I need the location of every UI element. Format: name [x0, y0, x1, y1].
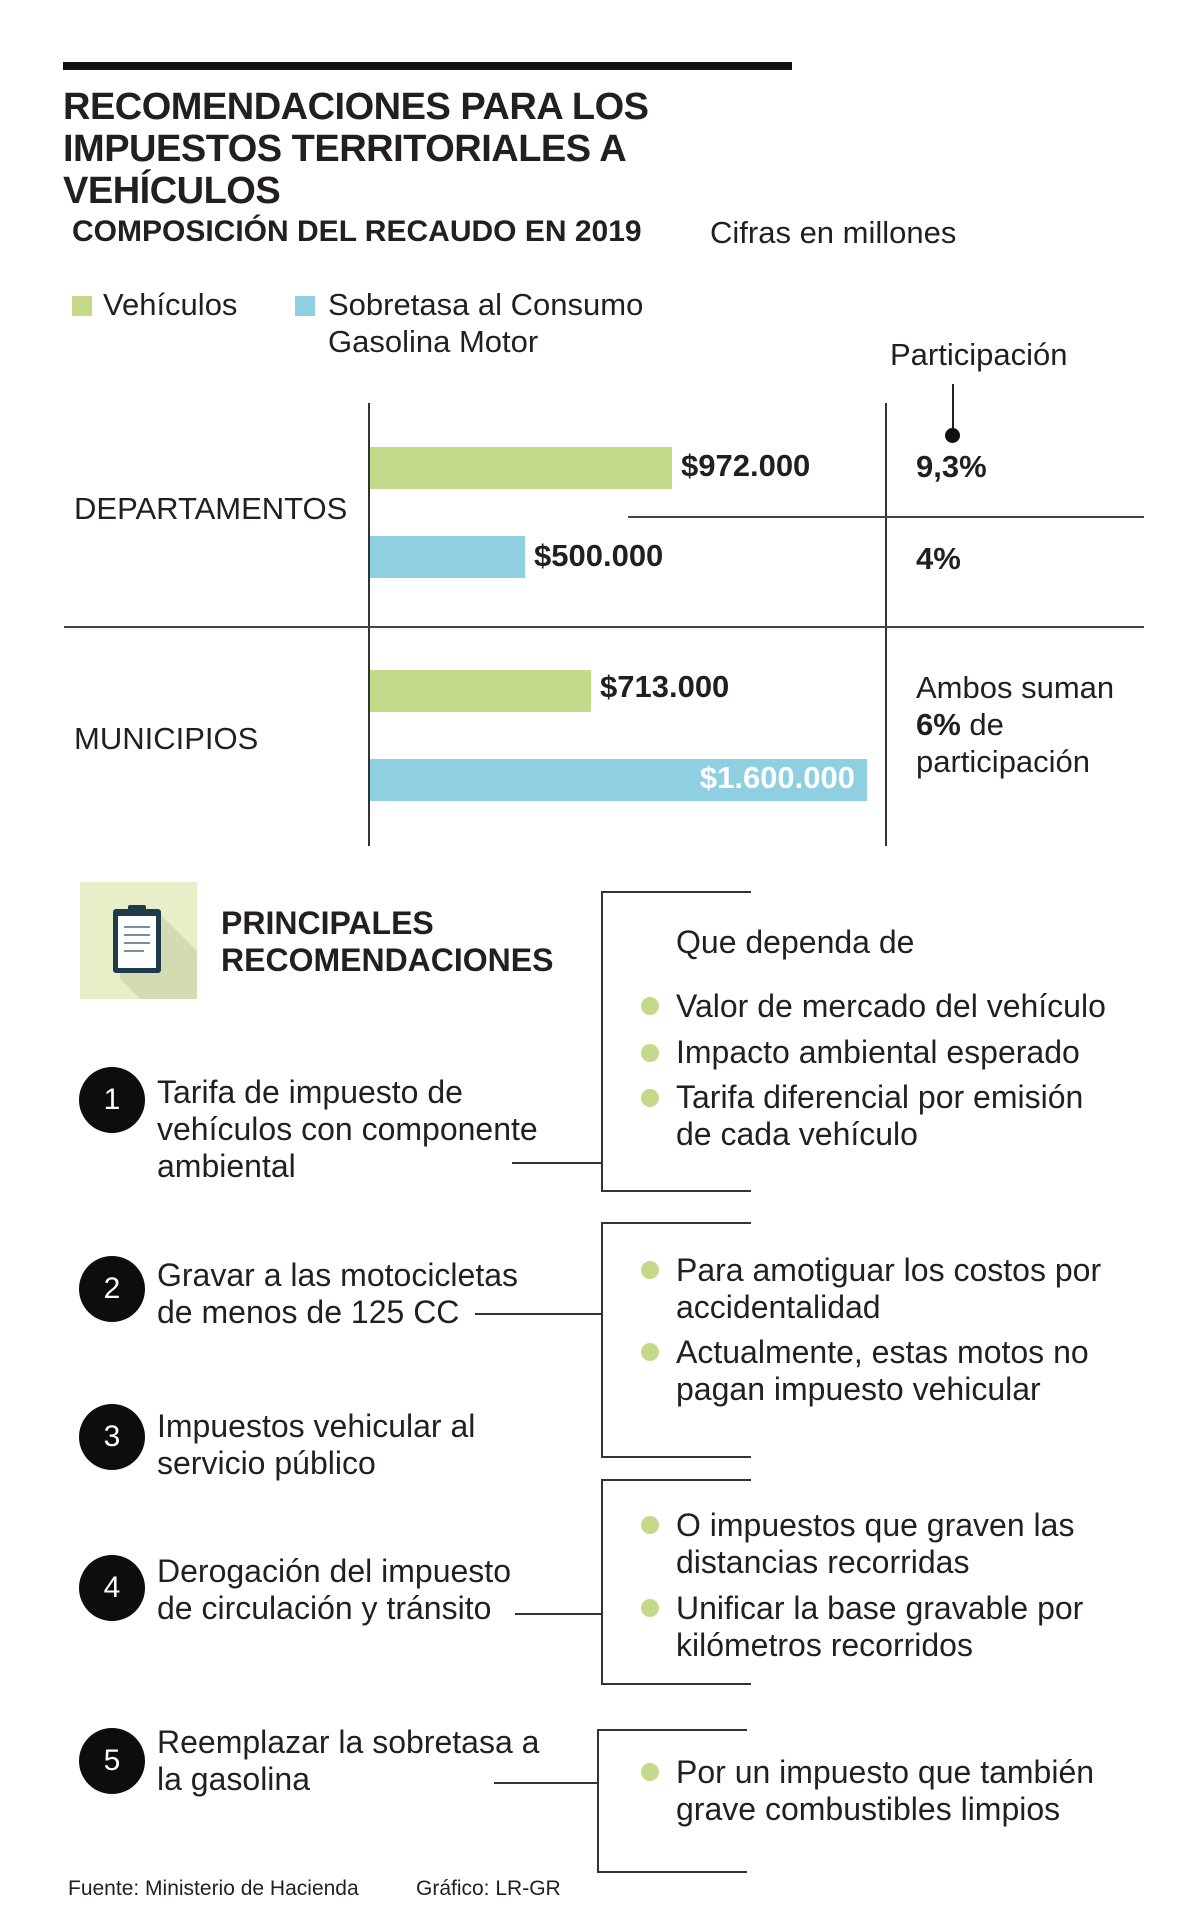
value-label-departamentos-sobretasa: $500.000 [534, 538, 664, 573]
detail-1-bullet-1: Valor de mercado del vehículo [676, 988, 1106, 1024]
title-rule [63, 62, 792, 70]
recommendation-number-5: 5 [79, 1728, 145, 1794]
bullet [641, 1089, 659, 1107]
recommendation-2-text: Gravar a las motocicletas de menos de 125 CC [157, 1257, 519, 1330]
value-label-municipios-vehiculos: $713.000 [600, 669, 730, 704]
bar-municipios-vehiculos [370, 670, 591, 712]
graphic-credit: Gráfico: LR-GR [416, 1877, 561, 1900]
bullet [641, 997, 659, 1015]
value-label-municipios-sobretasa: $1.600.000 [699, 760, 855, 795]
recommendation-number-4: 4 [79, 1555, 145, 1621]
departamentos-row-divider [628, 516, 1144, 518]
category-divider [64, 626, 1144, 628]
recommendation-number-3: 3 [79, 1404, 145, 1470]
participation-departamentos-sobretasa: 4% [916, 541, 961, 576]
participation-municipios-note: Ambos suman 6% de participación [916, 670, 1115, 779]
chart-units: Cifras en millones [710, 215, 957, 250]
recommendation-4-text: Derogación del impuesto de circulación y tránsito [157, 1553, 511, 1626]
connector-4 [515, 1613, 602, 1615]
bullet [641, 1516, 659, 1534]
detail-4-bullet-2: Unificar la base gravable por kilómetros recorridos [676, 1590, 1084, 1663]
participation-pointer-dot [945, 428, 960, 443]
recommendation-number-1: 1 [79, 1067, 145, 1133]
category-label-departamentos: DEPARTAMENTOS [74, 491, 348, 526]
recommendation-3-text: Impuestos vehicular al servicio público [157, 1408, 476, 1481]
recommendations-heading: PRINCIPALES RECOMENDACIONES [221, 905, 554, 978]
bullet [641, 1763, 659, 1781]
participation-divider [885, 403, 887, 846]
bullet [641, 1044, 659, 1062]
participation-header: Participación [890, 337, 1068, 372]
recommendation-1-text: Tarifa de impuesto de vehículos con componente ambiental [157, 1074, 538, 1184]
value-label-departamentos-vehiculos: $972.000 [681, 448, 811, 483]
category-label-municipios: MUNICIPIOS [74, 721, 259, 756]
detail-4-bullet-1: O impuestos que graven las distancias recorridas [676, 1507, 1075, 1580]
detail-1-bullet-2: Impacto ambiental esperado [676, 1034, 1080, 1070]
connector-2 [475, 1313, 602, 1315]
bullet [641, 1343, 659, 1361]
legend-swatch-sobretasa [295, 296, 315, 316]
participation-pointer-line [952, 384, 954, 430]
detail-2-bullet-2: Actualmente, estas motos no pagan impuesto vehicular [676, 1334, 1089, 1407]
legend-label-vehiculos: Vehículos [103, 287, 238, 322]
detail-heading: Que dependa de [676, 924, 915, 960]
detail-5-bullet-1: Por un impuesto que también grave combustibles limpios [676, 1754, 1095, 1827]
bar-departamentos-vehiculos [370, 447, 672, 489]
chart-title: COMPOSICIÓN DEL RECAUDO EN 2019 [72, 215, 642, 248]
legend-label-sobretasa: Sobretasa al Consumo Gasolina Motor [328, 287, 644, 359]
bar-departamentos-sobretasa [370, 536, 525, 578]
legend-swatch-vehiculos [72, 296, 92, 316]
bullet [641, 1599, 659, 1617]
clipboard-icon [80, 882, 197, 999]
connector-5 [494, 1782, 598, 1784]
participation-departamentos-vehiculos: 9,3% [916, 449, 987, 484]
connector-1 [512, 1162, 602, 1164]
page-title: RECOMENDACIONES PARA LOS IMPUESTOS TERRITORIALES A VEHÍCULOS [63, 86, 649, 212]
detail-2-bullet-1: Para amotiguar los costos por accidentalidad [676, 1252, 1102, 1325]
detail-1-bullet-3: Tarifa diferencial por emisión de cada vehículo [676, 1079, 1084, 1152]
source-note: Fuente: Ministerio de Hacienda [68, 1877, 359, 1900]
recommendation-5-text: Reemplazar la sobretasa a la gasolina [157, 1724, 540, 1797]
recommendation-number-2: 2 [79, 1256, 145, 1322]
bullet [641, 1261, 659, 1279]
